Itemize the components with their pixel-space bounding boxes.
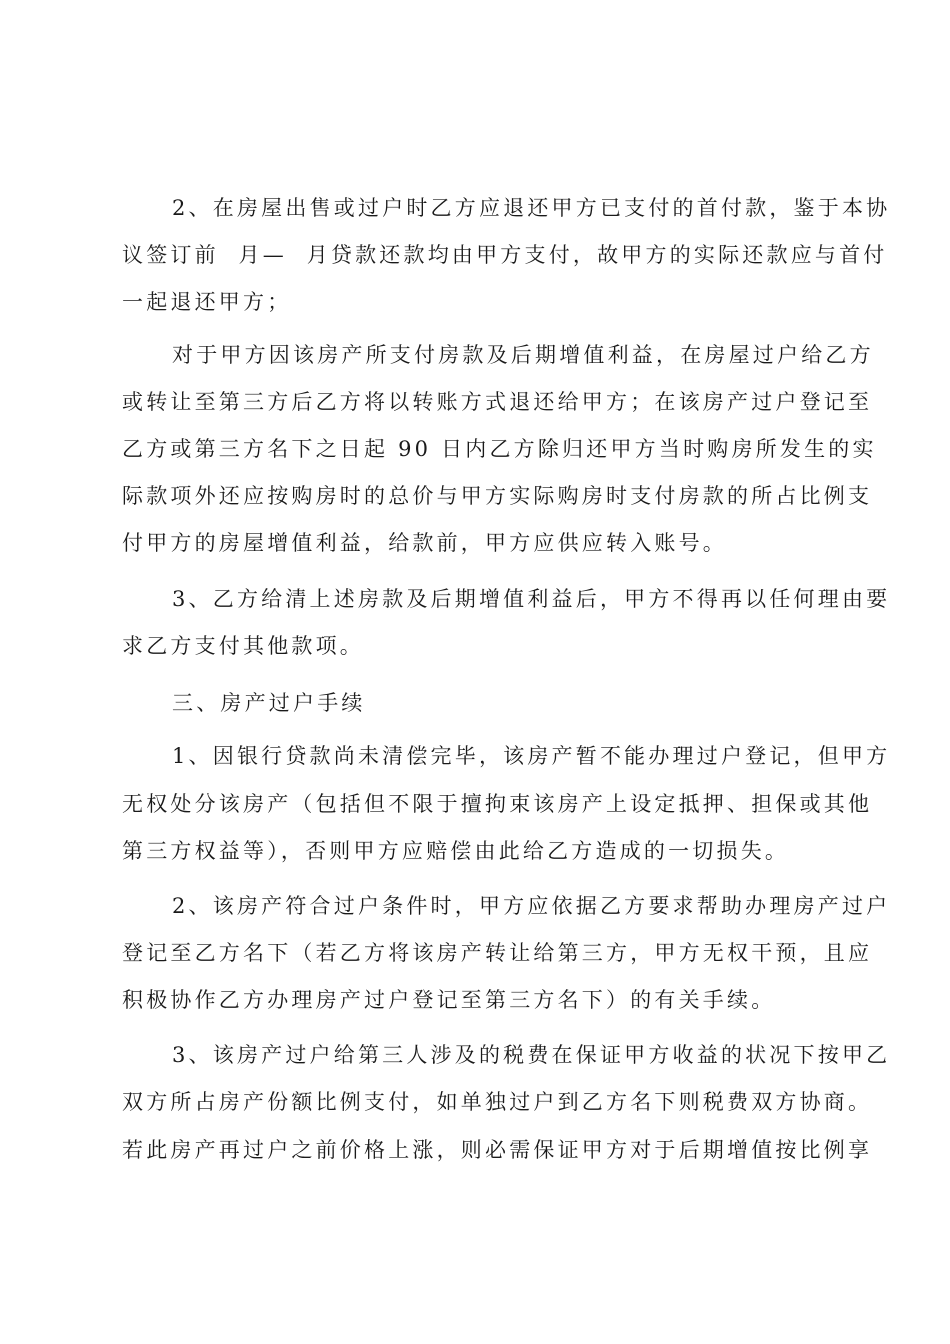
text-line: 3、该房产过户给第三人涉及的税费在保证甲方收益的状况下按甲乙 (172, 1043, 891, 1067)
text-line: 2、在房屋出售或过户时乙方应退还甲方已支付的首付款，鉴于本协 (172, 196, 891, 220)
text-line: 或转让至第三方后乙方将以转账方式退还给甲方；在该房产过户登记至 (122, 390, 873, 414)
text-line: 乙方或第三方名下之日起 90 日内乙方除归还甲方当时购房所发生的实 (122, 437, 877, 461)
text-line: 2、该房产符合过户条件时，甲方应依据乙方要求帮助办理房产过户 (172, 894, 891, 918)
text-line: 双方所占房产份额比例支付，如单独过户到乙方名下则税费双方协商。 (122, 1090, 873, 1114)
text-line: 付甲方的房屋增值利益，给款前，甲方应供应转入账号。 (122, 531, 727, 555)
text-line: 对于甲方因该房产所支付房款及后期增值利益，在房屋过户给乙方 (172, 343, 874, 367)
text-line: 登记至乙方名下（若乙方将该房产转让给第三方，甲方无权干预，且应 (122, 941, 873, 965)
text-line: 一起退还甲方； (122, 290, 292, 314)
text-line: 无权处分该房产（包括但不限于擅拘束该房产上设定抵押、担保或其他 (122, 792, 873, 816)
section-heading: 三、房产过户手续 (172, 691, 366, 715)
text-line: 3、乙方给清上述房款及后期增值利益后，甲方不得再以任何理由要 (172, 587, 891, 611)
text-line: 议签订前 月— 月贷款还款均由甲方支付，故甲方的实际还款应与首付 (122, 243, 888, 267)
text-line: 1、因银行贷款尚未清偿完毕，该房产暂不能办理过户登记，但甲方 (172, 744, 891, 768)
text-line: 若此房产再过户之前价格上涨，则必需保证甲方对于后期增值按比例享 (122, 1138, 873, 1162)
text-line: 积极协作乙方办理房产过户登记至第三方名下）的有关手续。 (122, 988, 776, 1012)
text-line: 第三方权益等），否则甲方应赔偿由此给乙方造成的一切损失。 (122, 839, 790, 863)
text-line: 求乙方支付其他款项。 (122, 634, 364, 658)
text-line: 际款项外还应按购房时的总价与甲方实际购房时支付房款的所占比例支 (122, 484, 873, 508)
